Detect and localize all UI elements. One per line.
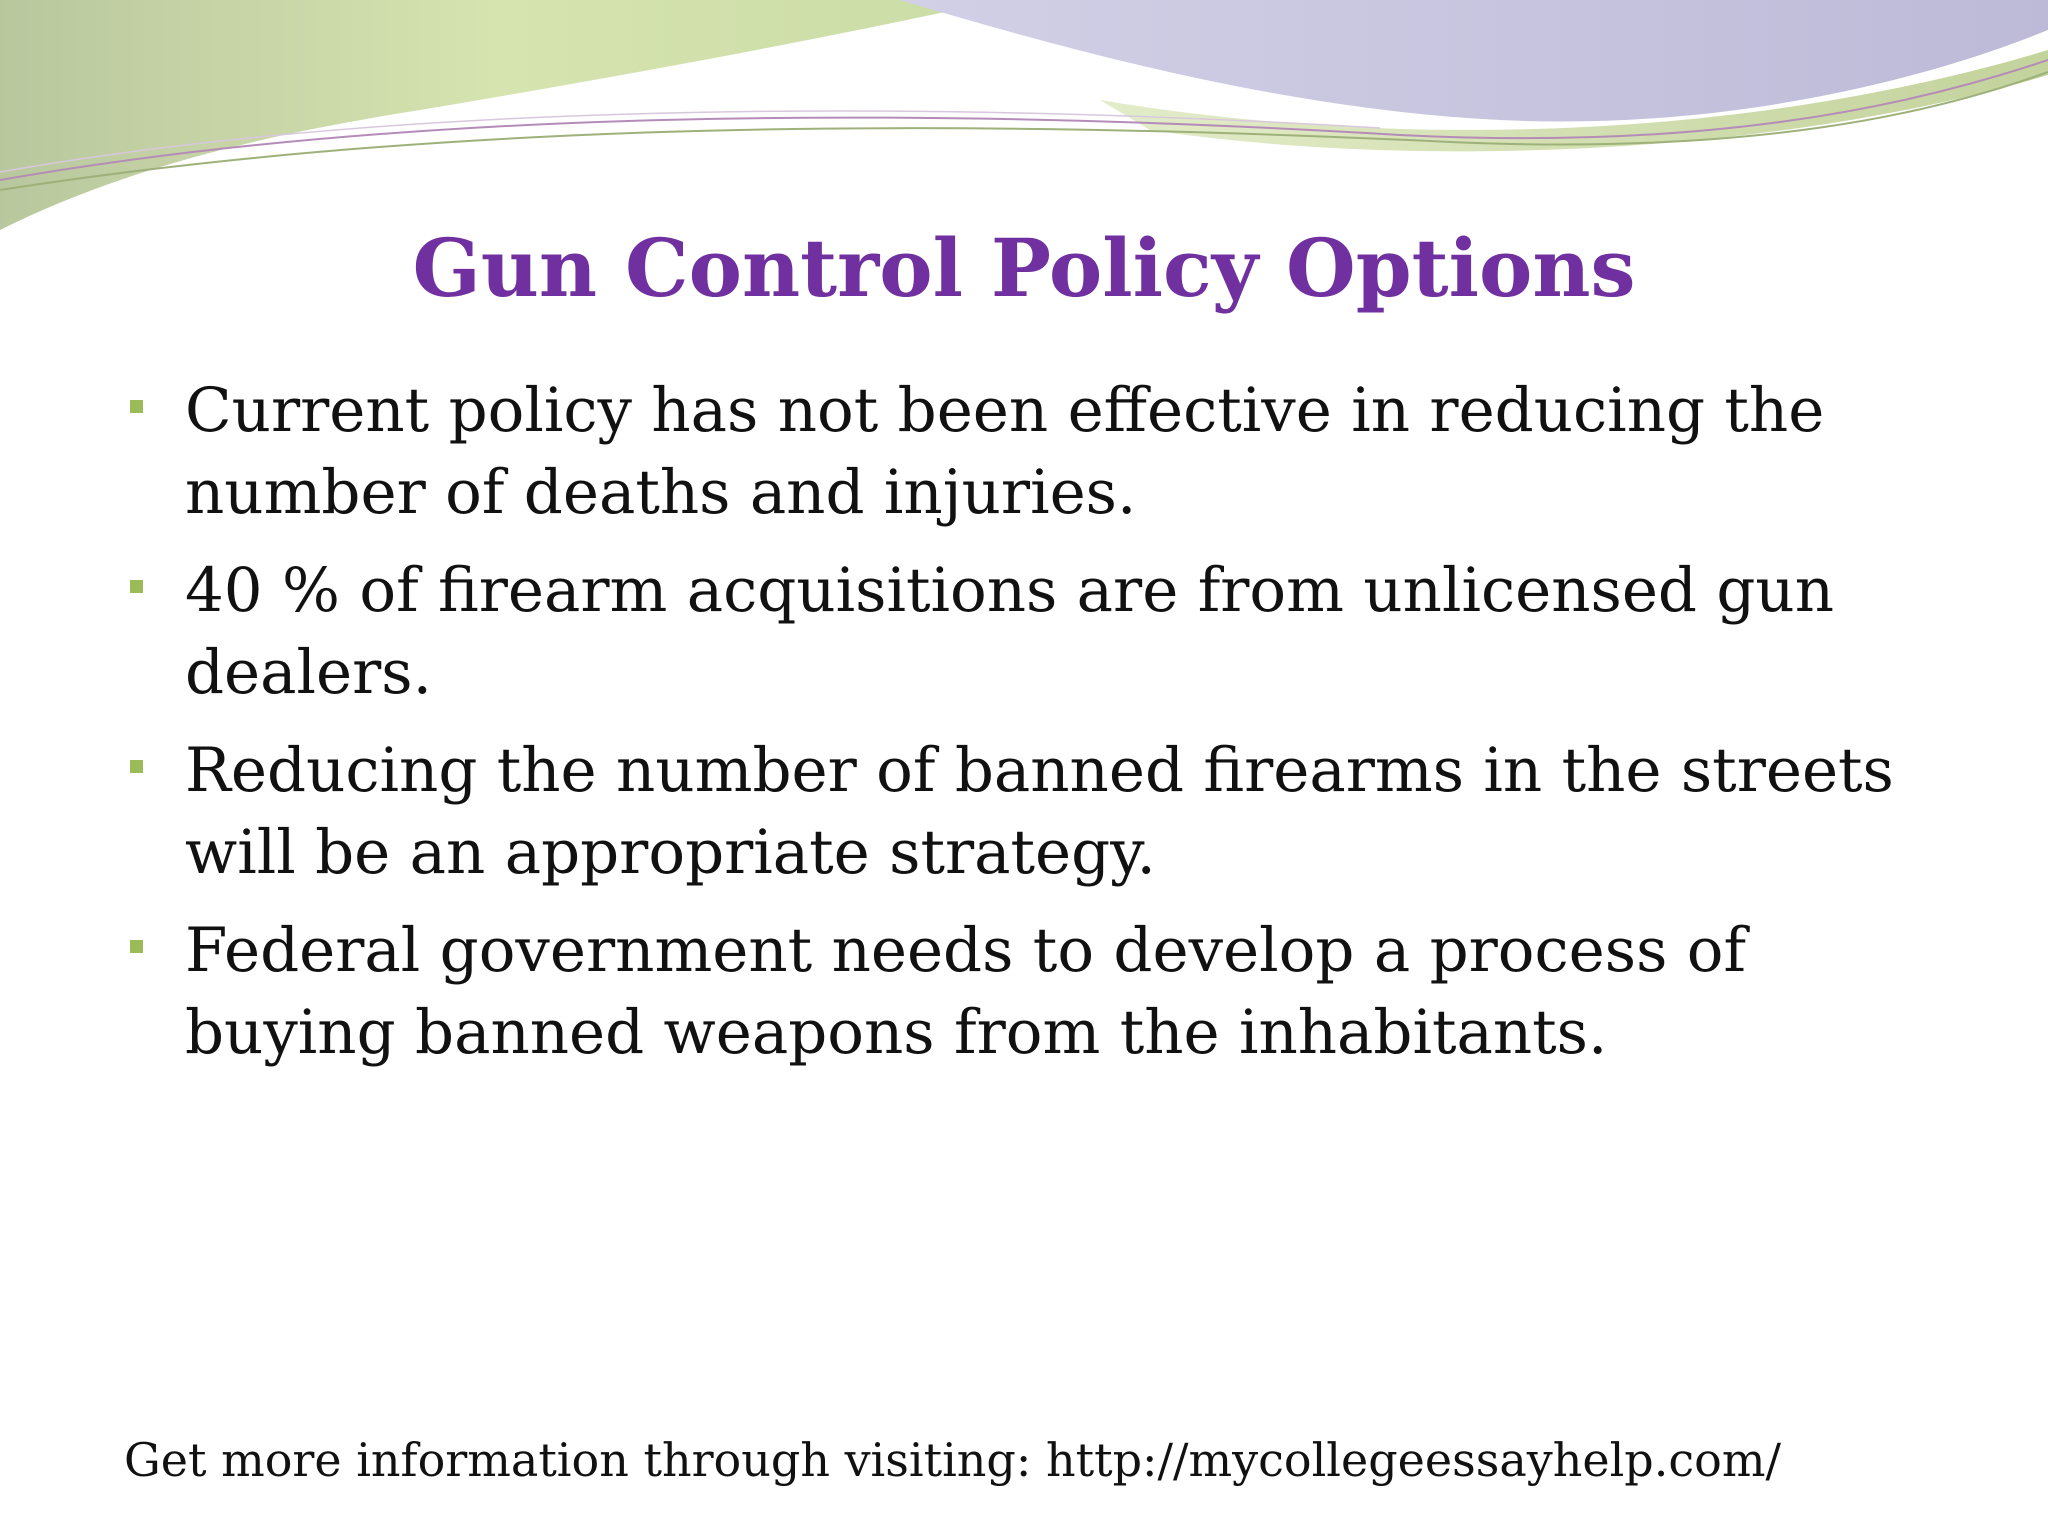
bullet-item xyxy=(125,550,1945,714)
bullet-text: Reducing the number of banned firearms in the streets will be an appropriate strategy. xyxy=(185,735,1894,888)
bullet-text: Current policy has not been effective in reducing the number of deaths and injuries. xyxy=(185,375,1825,528)
slide-title: Gun Control Policy Options xyxy=(412,221,1636,315)
square-bullet-icon xyxy=(130,400,143,413)
square-bullet-icon xyxy=(130,940,143,953)
square-bullet-icon xyxy=(130,580,143,593)
bullet-text: 40 % of firearm acquisitions are from unlicensed gun dealers. xyxy=(185,555,1834,708)
bullet-list xyxy=(125,370,1945,1090)
bullet-item xyxy=(125,730,1945,894)
bullet-item xyxy=(125,910,1945,1074)
header-swoosh-decoration xyxy=(0,0,2048,240)
bullet-item xyxy=(125,370,1945,534)
bullet-text: Federal government needs to develop a process of buying banned weapons from the inhabitants. xyxy=(185,915,1747,1068)
square-bullet-icon xyxy=(130,760,143,773)
footer-link-text: Get more information through visiting: http://mycollegeessayhelp.com/ xyxy=(124,1433,1781,1487)
